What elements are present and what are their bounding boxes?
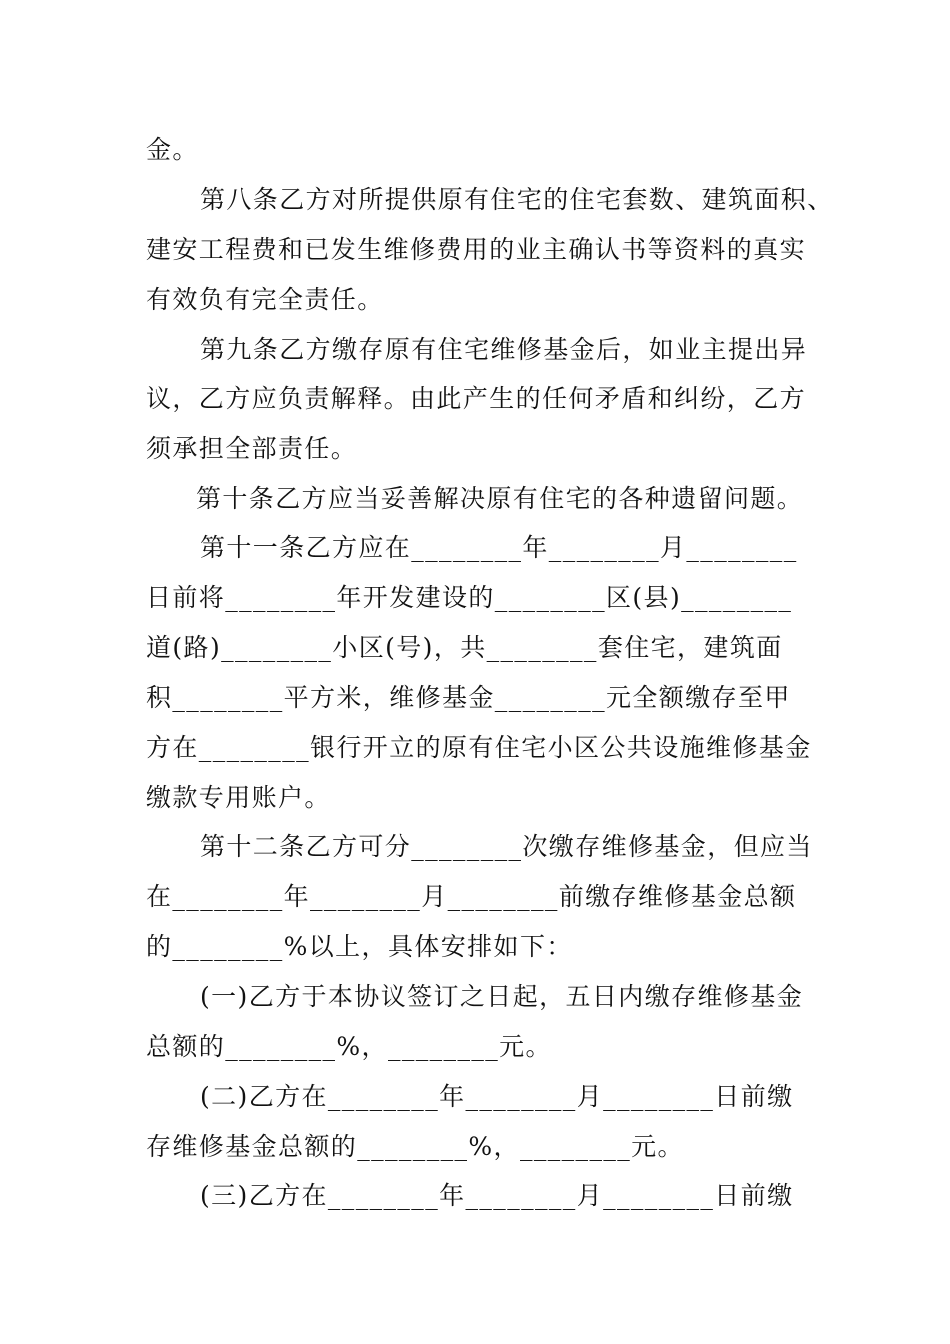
text-line: 日前将________年开发建设的________区(县)________ [146,583,793,612]
text-line: 有效负有完全责任。 [146,285,384,314]
text-line: (一)乙方于本协议签订之日起，五日内缴存维修基金 [200,982,804,1011]
text-line: 第十一条乙方应在________年________月________ [200,533,798,562]
text-line: (二)乙方在________年________月________日前缴 [200,1082,794,1111]
text-line: (三)乙方在________年________月________日前缴 [200,1181,794,1210]
text-line: 第十条乙方应当妥善解决原有住宅的各种遗留问题。 [196,484,804,513]
text-line: 金。 [146,135,199,164]
text-line: 存维修基金总额的________%，________元。 [146,1132,684,1161]
text-line: 方在________银行开立的原有住宅小区公共设施维修基金 [146,733,812,762]
text-line: 缴款专用账户。 [146,783,331,812]
text-line: 第九条乙方缴存原有住宅维修基金后，如业主提出异 [200,335,808,364]
text-line: 须承担全部责任。 [146,434,358,463]
text-line: 在________年________月________前缴存维修基金总额 [146,882,797,911]
text-line: 积________平方米，维修基金________元全额缴存至甲 [146,683,791,712]
text-line: 的________%以上，具体安排如下： [146,932,573,961]
text-line: 第十二条乙方可分________次缴存维修基金，但应当 [200,832,813,861]
text-line: 第八条乙方对所提供原有住宅的住宅套数、建筑面积、 [200,185,834,214]
text-line: 总额的________%，________元。 [146,1032,552,1061]
text-line: 道(路)________小区(号)，共________套住宅，建筑面 [146,633,783,662]
text-line: 议，乙方应负责解释。由此产生的任何矛盾和纠纷，乙方 [146,384,807,413]
text-line: 建安工程费和已发生维修费用的业主确认书等资料的真实 [146,235,807,264]
